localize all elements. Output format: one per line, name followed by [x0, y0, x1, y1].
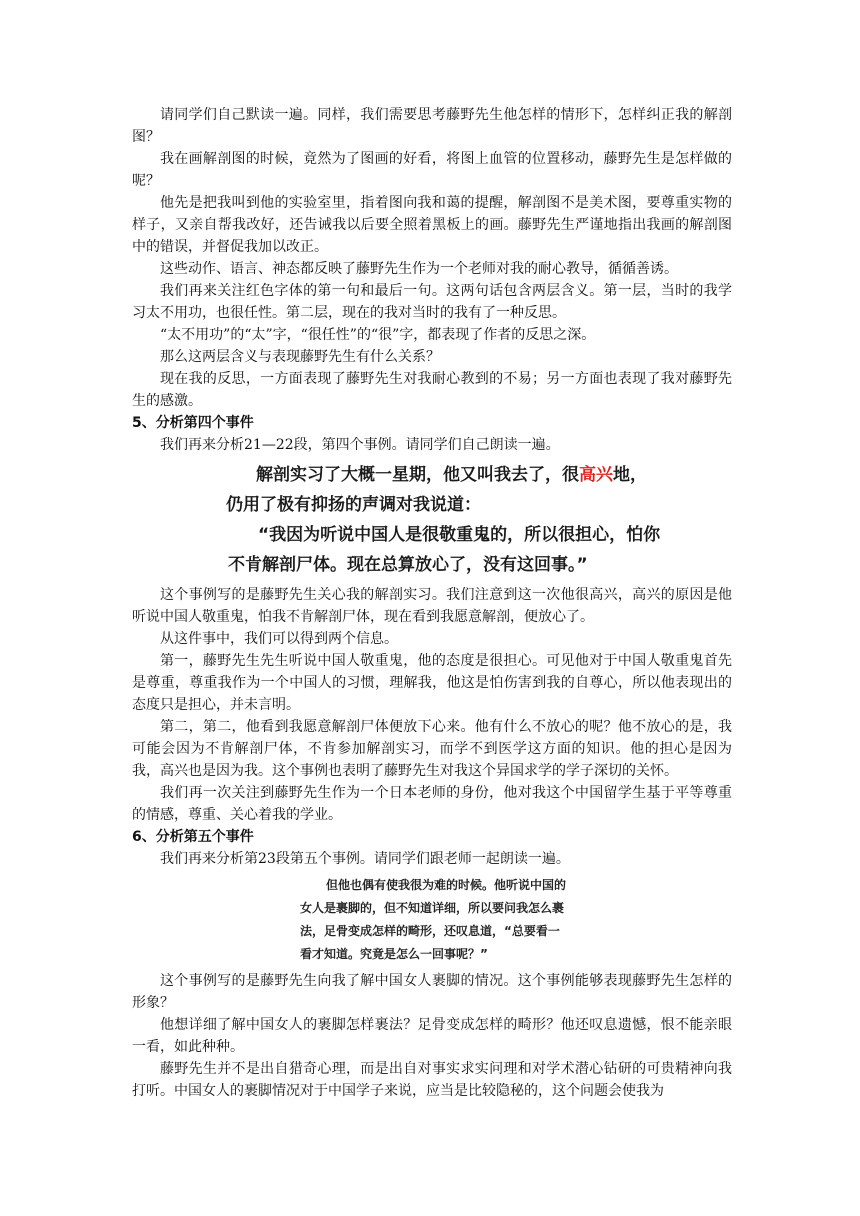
paragraph: 第一，藤野先生先生听说中国人敬重鬼，他的态度是很担心。可见他对于中国人敬重鬼首先是尊重，尊重我作为一个中国人的习惯，理解我，他这是怕伤害到我的自尊心，所以他表现出的态度只是担心，并未言明。	[132, 653, 732, 713]
paragraph: 这些动作、语言、神态都反映了藤野先生作为一个老师对我的耐心教导，循循善诱。	[160, 261, 678, 277]
highlight-text: 高兴	[579, 465, 613, 485]
paragraph: 从这件事中，我们可以得到两个信息。	[160, 631, 398, 647]
paragraph: 第二，第二，他看到我愿意解剖尸体便放下心来。他有什么不放心的呢？他不放心的是，我可能会因为不肯解剖尸体，不肯参加解剖实习，而学不到医学这方面的知识。他的担心是因为我，高兴也是因为我。这个事例也表明了藤野先生对我这个异国求学的学子深切的关怀。	[132, 719, 732, 779]
paragraph: 我们再一次关注到藤野先生作为一个日本老师的身份，他对我这个中国留学生基于平等尊重的情感，尊重、关心着我的学业。	[132, 785, 732, 823]
quote-line: “我因为听说中国人是很敬重鬼的，所以很担心，怕你	[258, 525, 661, 545]
paragraph: 藤野先生并不是出自猎奇心理，而是出自对事实求实问理和对学术潜心钻研的可贵精神向我打听。中国女人的裹脚情况对于中国学子来说，应当是比较隐秘的，这个问题会使我为	[132, 1061, 732, 1099]
paragraph: 这个事例写的是藤野先生关心我的解剖实习。我们注意到这一次他很高兴，高兴的原因是他听说中国人敬重鬼，怕我不肯解剖尸体，现在看到我愿意解剖，便放心了。	[132, 587, 732, 625]
quote-excerpt-1	[132, 460, 732, 580]
document-body	[132, 104, 732, 1102]
paragraph: 那么这两层含义与表现藤野先生有什么关系？	[160, 349, 440, 365]
paragraph: 请同学们自己默读一遍。同样，我们需要思考藤野先生他怎样的情形下，怎样纠正我的解剖图？	[132, 107, 732, 145]
quote-line: 但他也偶有使我很为难的时候。他听说中国的	[326, 878, 567, 892]
quote-line: 女人是裹脚的，但不知道详细，所以要问我怎么裹	[300, 901, 565, 915]
quote-line: 法，足骨变成怎样的畸形，还叹息道，“总要看一	[300, 924, 560, 938]
paragraph: 我在画解剖图的时候，竟然为了图画的好看，将图上血管的位置移动，藤野先生是怎样做的呢？	[132, 151, 732, 189]
quote-line: 仍用了极有抑扬的声调对我说道：	[226, 495, 481, 515]
section-heading-5: 5、分析第四个事件	[132, 415, 254, 431]
quote-line: 解剖实习了大概一星期，他又叫我去了，很高兴地，	[256, 465, 647, 485]
paragraph: 现在我的反思，一方面表现了藤野先生对我耐心教到的不易；另一方面也表现了我对藤野先生的感激。	[132, 371, 732, 409]
paragraph: 这个事例写的是藤野先生向我了解中国女人裹脚的情况。这个事例能够表现藤野先生怎样的形象？	[132, 973, 732, 1011]
paragraph: 他想详细了解中国女人的裹脚怎样裹法？足骨变成怎样的畸形？他还叹息遗憾，恨不能亲眼一看，如此种种。	[132, 1017, 732, 1055]
quote-excerpt-2	[300, 874, 600, 966]
paragraph: “太不用功”的“太”字，“很任性”的“很”字，都表现了作者的反思之深。	[160, 327, 596, 343]
section-intro-6: 我们再来分析第23段第五个事例。请同学们跟老师一起朗读一遍。	[160, 851, 570, 867]
section-intro-5: 我们再来分析21—22段，第四个事例。请同学们自己朗读一遍。	[160, 437, 560, 453]
paragraph: 我们再来关注红色字体的第一句和最后一句。这两句话包含两层含义。第一层，当时的我学习太不用功，也很任性。第二层，现在的我对当时的我有了一种反思。	[132, 283, 732, 321]
paragraph: 他先是把我叫到他的实验室里，指着图向我和蔼的提醒，解剖图不是美术图，要尊重实物的样子，又亲自帮我改好，还告诫我以后要全照着黑板上的画。藤野先生严谨地指出我画的解剖图中的错误，并督促我加以改正。	[132, 195, 732, 255]
quote-line: 不肯解剖尸体。现在总算放心了，没有这回事。”	[228, 555, 588, 575]
quote-line: 看才知道。究竟是怎么一回事呢？”	[300, 947, 488, 961]
section-heading-6: 6、分析第五个事件	[132, 829, 254, 845]
